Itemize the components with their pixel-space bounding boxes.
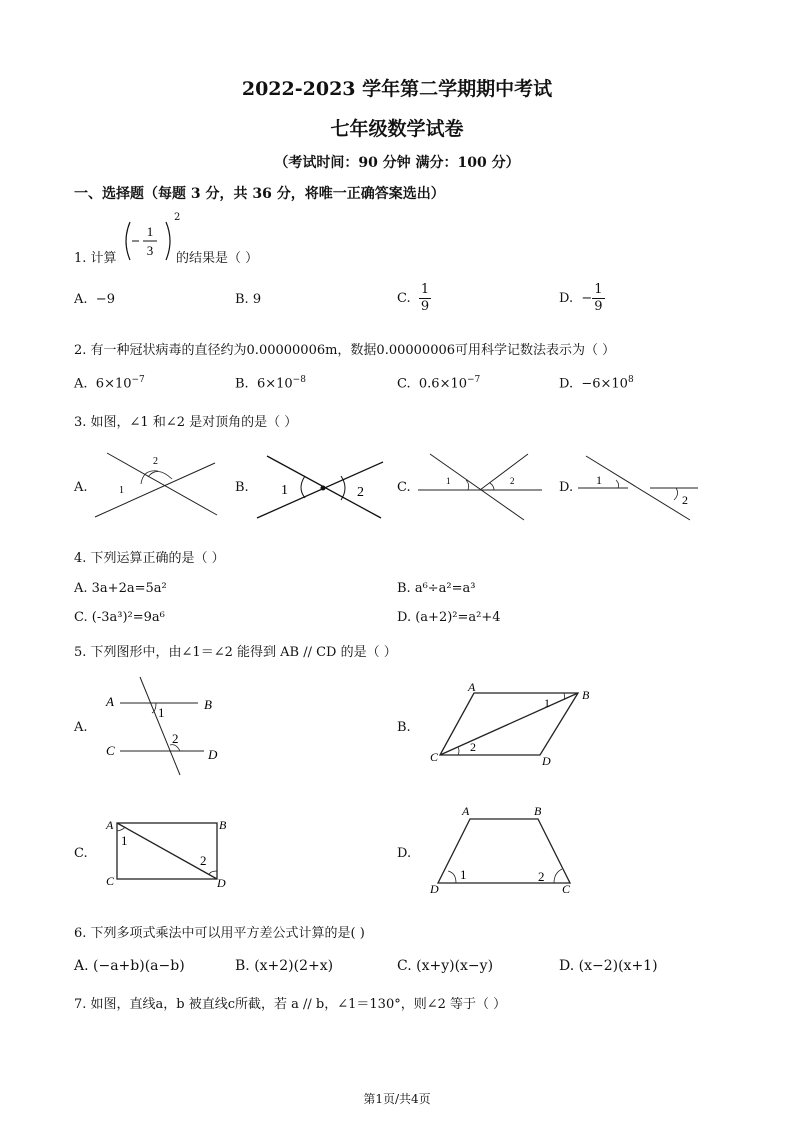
svg-text:D: D xyxy=(542,754,551,768)
page-footer: 第1页/共4页 xyxy=(363,1092,431,1106)
svg-text:1: 1 xyxy=(544,696,550,710)
svg-text:B: B xyxy=(582,688,590,702)
svg-text:D: D xyxy=(217,876,226,890)
svg-text:D: D xyxy=(208,747,218,762)
exam-subtitle: 七年级数学试卷 xyxy=(330,118,464,140)
q6-option-d[interactable]: D. (x−2)(x+1) xyxy=(559,958,658,974)
q4-text: 4. 下列运算正确的是（ ） xyxy=(74,551,225,566)
q5-text: 5. 下列图形中，由∠1＝∠2 能得到 AB // CD 的是（ ） xyxy=(74,645,397,660)
q3-figure-d xyxy=(576,452,700,524)
exam-title: 2022-2023 学年第二学期期中考试 xyxy=(241,78,553,100)
q6-option-b[interactable]: B. (x+2)(2+x) xyxy=(235,958,334,974)
q5-figure-b xyxy=(428,683,598,769)
svg-text:2: 2 xyxy=(470,740,476,754)
q1-suffix: 的结果是（ ） xyxy=(176,251,259,266)
q2-text: 2. 有一种冠状病毒的直径约为0.00000006m，数据0.00000006可用科学记数法表示为（ ） xyxy=(74,343,616,358)
section-heading: 一、选择题（每题 3 分，共 36 分，将唯一正确答案选出） xyxy=(74,186,445,202)
q1-expression xyxy=(122,218,174,268)
q3-text: 3. 如图，∠1 和∠2 是对顶角的是（ ） xyxy=(74,415,298,430)
svg-text:2: 2 xyxy=(153,456,158,467)
svg-text:2: 2 xyxy=(510,476,515,486)
q7-text: 7. 如图，直线a，b 被直线c所截，若 a // b，∠1＝130°，则∠2 等于（ ） xyxy=(74,997,507,1012)
q5-figure-d xyxy=(428,803,588,895)
q5-figure-a xyxy=(100,675,230,780)
svg-text:2: 2 xyxy=(172,731,179,746)
q5-figure-c xyxy=(103,813,243,891)
svg-text:2: 2 xyxy=(357,485,364,500)
q2-option-c[interactable]: C. $0.6\times 10^{-7}$ xyxy=(397,375,481,392)
q3-option-c-label[interactable]: C. xyxy=(397,480,411,495)
svg-text:1: 1 xyxy=(460,867,467,882)
q2-option-d[interactable]: D. $-6\times 10^8$ xyxy=(559,375,634,392)
q6-text: 6. 下列多项式乘法中可以用平方差公式计算的是( ) xyxy=(74,926,365,941)
svg-text:2: 2 xyxy=(538,869,545,884)
q4-option-c[interactable]: C. (-3a³)²=9a⁶ xyxy=(74,610,165,625)
svg-text:1: 1 xyxy=(596,473,602,487)
svg-text:A: A xyxy=(468,683,476,694)
q6-option-a[interactable]: A. (−a+b)(a−b) xyxy=(74,958,185,974)
svg-text:1: 1 xyxy=(146,224,154,239)
q5-option-c-label[interactable]: C. xyxy=(74,846,88,861)
svg-text:A: A xyxy=(462,804,470,818)
q3-option-b-label[interactable]: B. xyxy=(235,480,249,495)
svg-text:B: B xyxy=(204,697,212,712)
q4-option-d[interactable]: D. (a+2)²=a²+4 xyxy=(397,610,501,625)
svg-text:C: C xyxy=(106,743,115,758)
svg-text:1: 1 xyxy=(119,485,124,496)
q3-figure-a xyxy=(85,445,225,525)
q5-option-a-label[interactable]: A. xyxy=(74,720,88,735)
svg-text:B: B xyxy=(534,804,542,818)
svg-text:B: B xyxy=(219,818,227,832)
q3-figure-c xyxy=(416,450,546,522)
exam-info: （考试时间：90 分钟 满分：100 分） xyxy=(274,155,520,171)
svg-text:2: 2 xyxy=(200,853,207,868)
q1-option-d[interactable]: D. − $\frac{1}{9}$ xyxy=(559,282,603,314)
q1-exponent: 2 xyxy=(174,212,181,223)
svg-text:3: 3 xyxy=(146,243,154,258)
svg-text:1: 1 xyxy=(281,483,288,498)
q4-option-a[interactable]: A. 3a+2a=5a² xyxy=(74,581,167,596)
q2-option-a[interactable]: A. $6\times 10^{-7}$ xyxy=(74,375,145,392)
svg-text:D: D xyxy=(430,882,439,895)
svg-text:A: A xyxy=(106,818,114,832)
svg-text:2: 2 xyxy=(682,493,688,507)
svg-text:C: C xyxy=(430,750,439,764)
q3-figure-b xyxy=(253,450,389,526)
q1-option-b[interactable]: B. 9 xyxy=(235,292,262,307)
svg-text:A: A xyxy=(106,694,114,709)
q5-option-d-label[interactable]: D. xyxy=(397,846,412,861)
q2-option-b[interactable]: B. $6\times 10^{-8}$ xyxy=(235,375,306,392)
svg-text:C: C xyxy=(106,874,115,888)
svg-text:1: 1 xyxy=(121,833,128,848)
q6-option-c[interactable]: C. (x+y)(x−y) xyxy=(397,958,494,974)
q5-option-b-label[interactable]: B. xyxy=(397,720,411,735)
q4-option-b[interactable]: B. a⁶÷a²=a³ xyxy=(397,581,476,596)
svg-text:1: 1 xyxy=(446,476,451,486)
q1-option-a[interactable]: A. −9 xyxy=(74,292,115,307)
q1-prefix: 1. 计算 xyxy=(74,251,117,266)
svg-text:C: C xyxy=(562,882,571,895)
q3-option-d-label[interactable]: D. xyxy=(559,480,574,495)
q1-option-c[interactable]: C. $\frac{1}{9}$ xyxy=(397,282,430,314)
svg-text:1: 1 xyxy=(158,705,165,720)
q3-option-a-label[interactable]: A. xyxy=(74,480,88,495)
